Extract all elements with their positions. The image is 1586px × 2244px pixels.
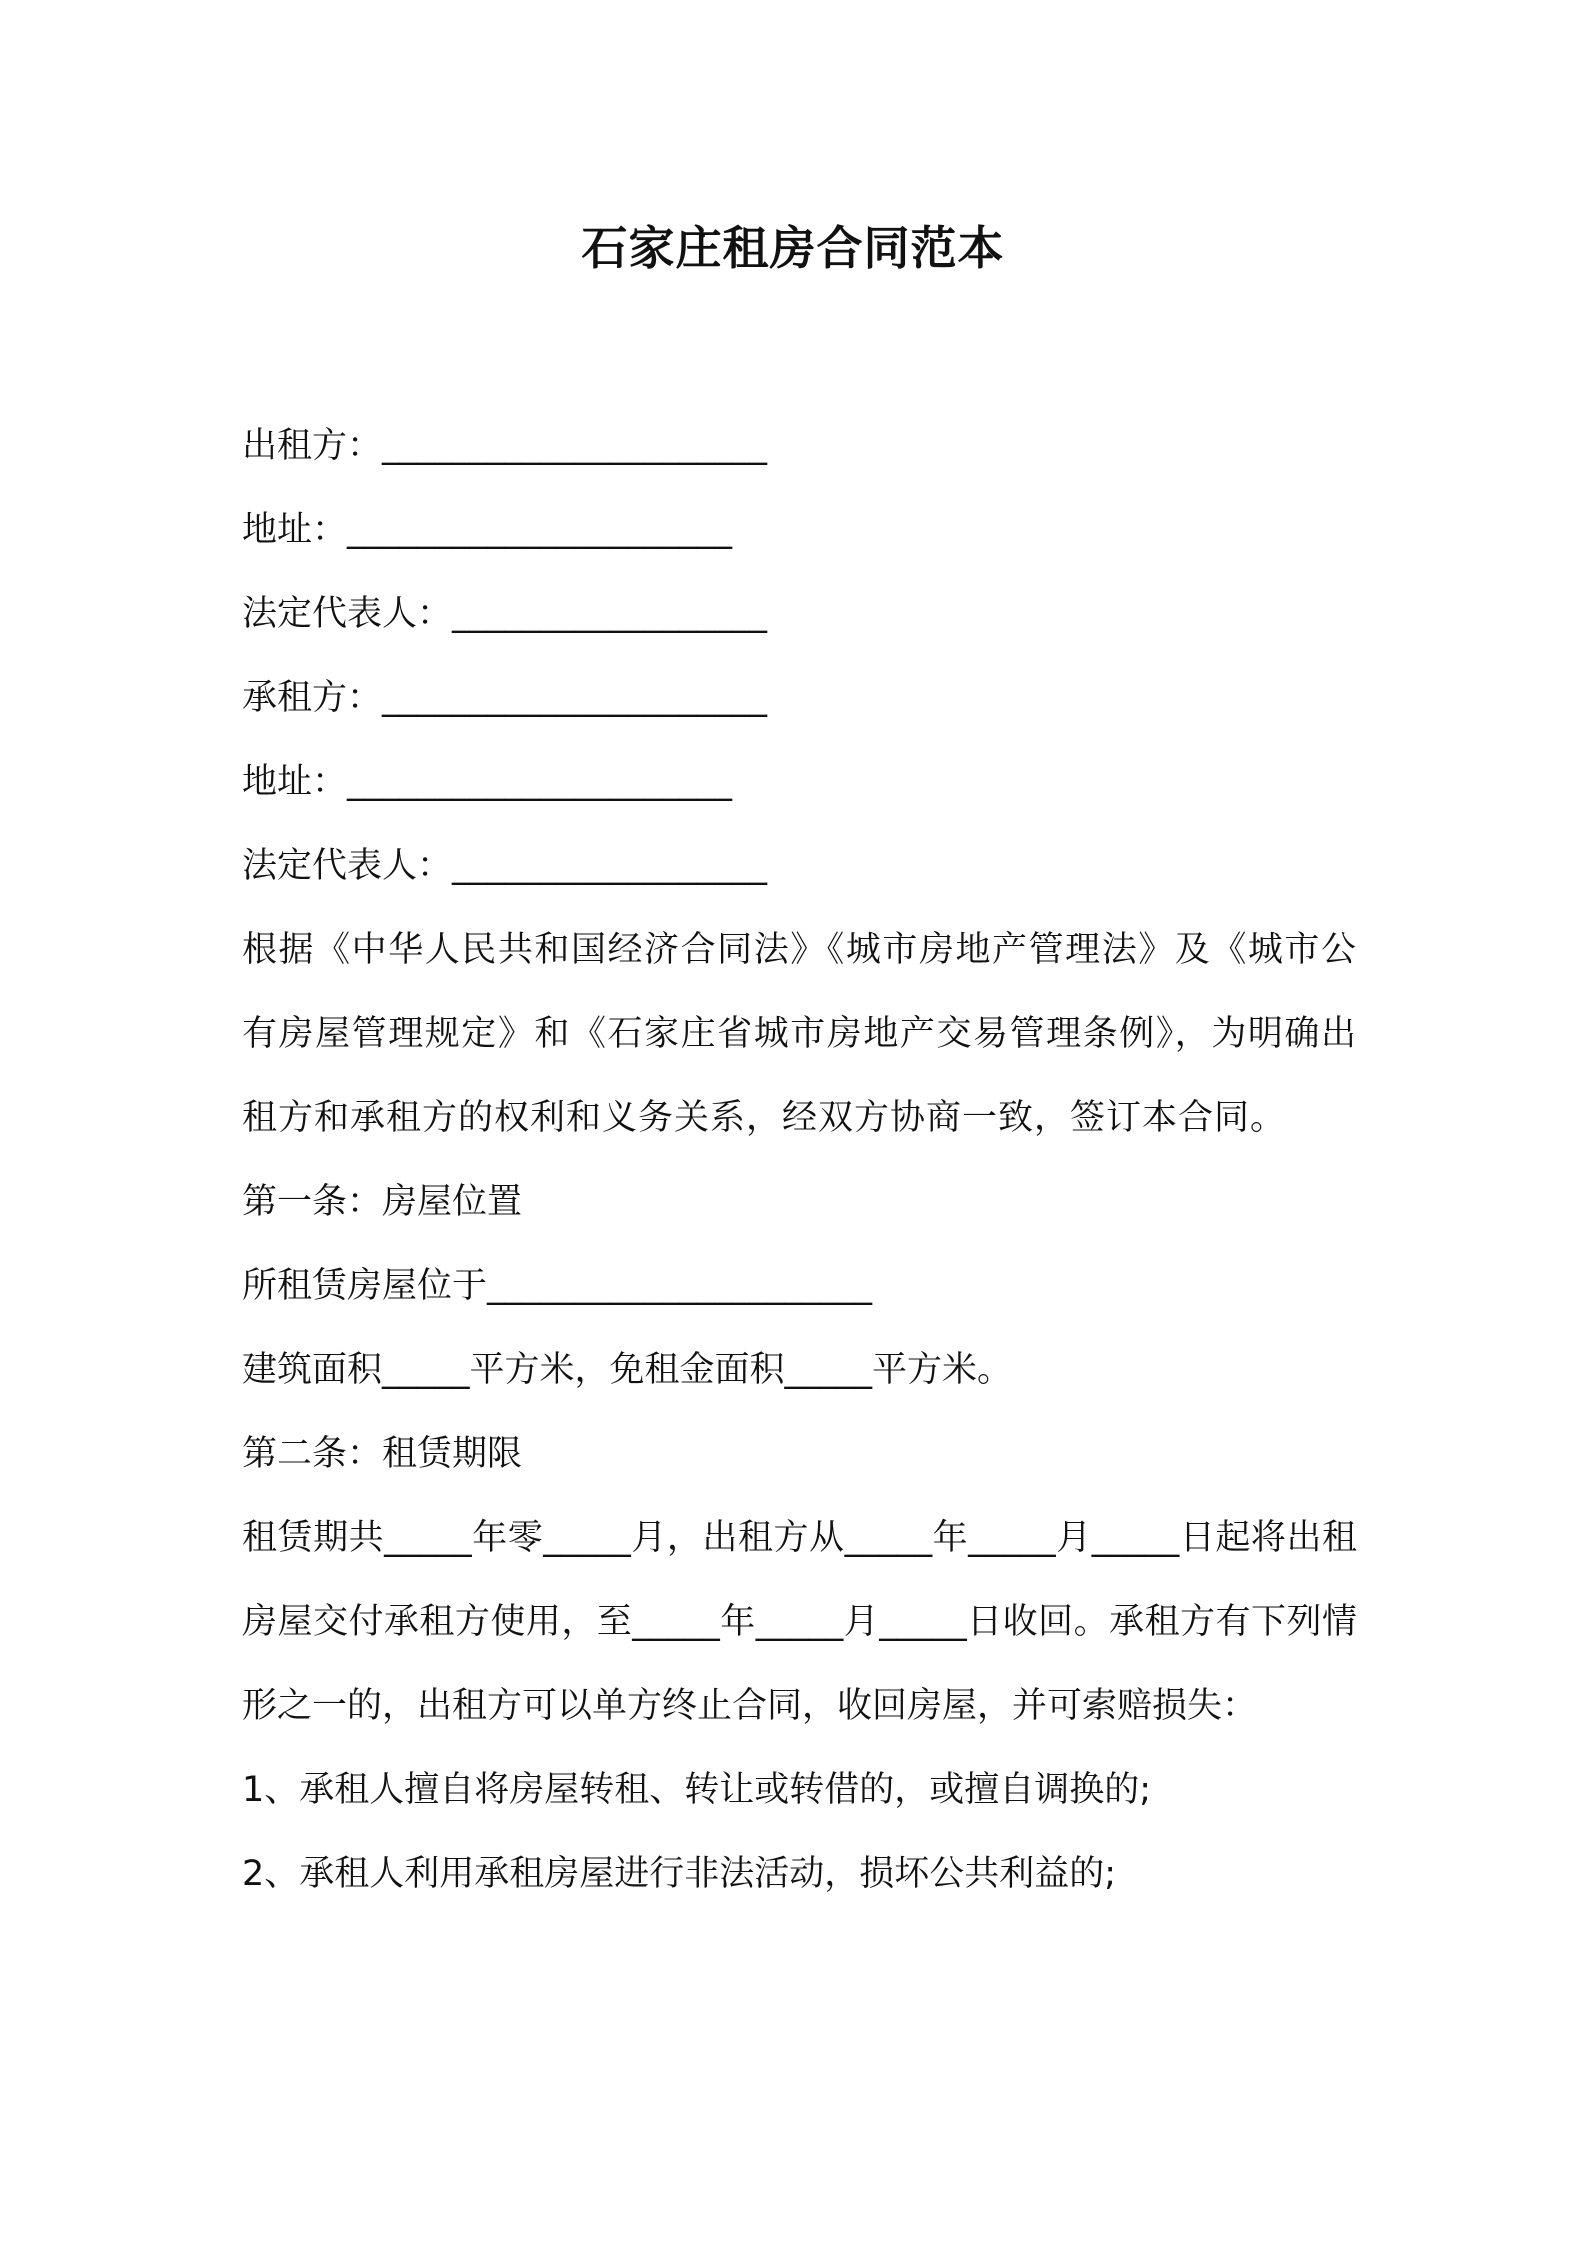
- termination-item-2: 2、承租人利用承租房屋进行非法活动，损坏公共利益的;: [242, 1854, 1117, 1894]
- article-1-heading: 第一条：房屋位置: [242, 1182, 523, 1222]
- lessee-field: 承租方：______________________: [242, 678, 768, 718]
- article-1-location: 所租赁房屋位于______________________: [242, 1266, 873, 1306]
- lessor-address-field: 地址：______________________: [242, 510, 733, 550]
- article-2-paragraph: 租赁期共_____年零_____月，出租方从_____年_____月_____日起将出租房屋交付承租方使用，至_____年_____月_____日收回。承租方有下列情形之一的，出租方可以单方终止合同，收回房屋，并可索赔损失：: [242, 1518, 1357, 1726]
- article-2-heading: 第二条：租赁期限: [242, 1434, 523, 1474]
- lessor-field: 出租方：______________________: [242, 426, 768, 466]
- document-body: [242, 404, 1357, 1916]
- preamble-paragraph: 根据《中华人民共和国经济合同法》《城市房地产管理法》及《城市公有房屋管理规定》和《石家庄省城市房地产交易管理条例》，为明确出租方和承租方的权利和义务关系，经双方协商一致，签订本合同。: [242, 930, 1357, 1138]
- termination-item-1: 1、承租人擅自将房屋转租、转让或转借的，或擅自调换的;: [242, 1770, 1152, 1810]
- document-title: 石家庄租房合同范本: [581, 221, 1005, 275]
- lessee-address-field: 地址：______________________: [242, 762, 733, 802]
- lessor-representative-field: 法定代表人：__________________: [242, 594, 768, 634]
- lessee-representative-field: 法定代表人：__________________: [242, 846, 768, 886]
- article-1-area: 建筑面积_____平方米，免租金面积_____平方米。: [242, 1350, 1013, 1390]
